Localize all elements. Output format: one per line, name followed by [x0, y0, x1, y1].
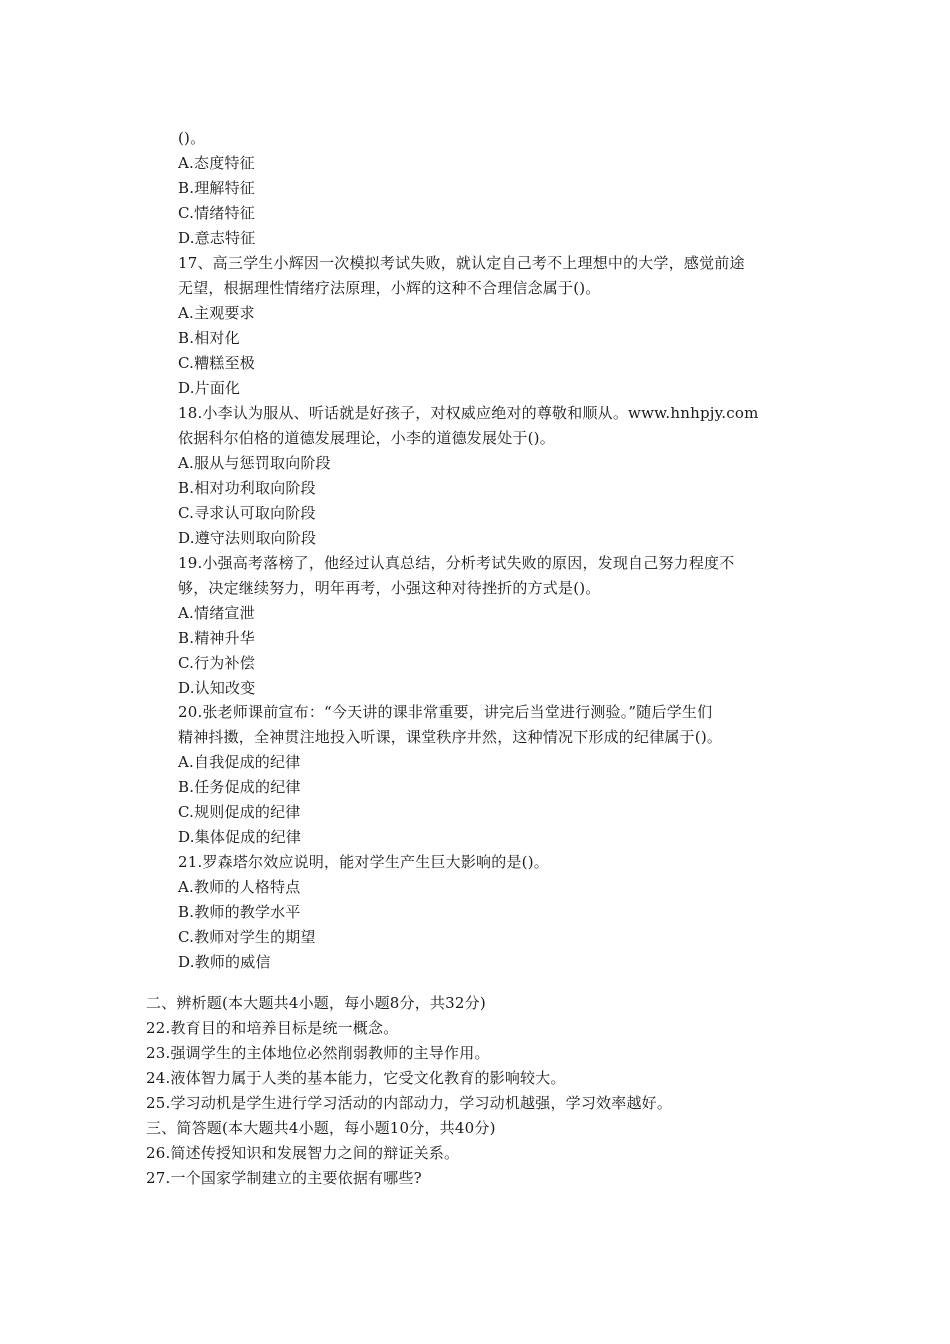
q18-option-c: C.寻求认可取向阶段 — [178, 504, 316, 522]
q16-option-c: C.情绪特征 — [178, 204, 255, 222]
q20-option-a: A.自我促成的纪律 — [178, 753, 301, 771]
q22-item: 22.教育目的和培养目标是统一概念。 — [146, 1019, 399, 1037]
q17-option-a: A.主观要求 — [178, 304, 255, 322]
q18-stem-line1: 18.小李认为服从、听话就是好孩子，对权威应绝对的尊敬和顺从。www.hnhpjy.com — [178, 404, 759, 422]
q17-stem-line2: 无望，根据理性情绪疗法原理，小辉的这种不合理信念属于()。 — [178, 279, 601, 297]
q20-option-b: B.任务促成的纪律 — [178, 778, 301, 796]
q19-option-b: B.精神升华 — [178, 629, 255, 647]
q21-option-c: C.教师对学生的期望 — [178, 928, 316, 946]
q17-option-c: C.糟糕至极 — [178, 354, 255, 372]
q19-option-a: A.情绪宣泄 — [178, 604, 255, 622]
q20-option-d: D.集体促成的纪律 — [178, 828, 302, 846]
q18-option-a: A.服从与惩罚取向阶段 — [178, 454, 331, 472]
q18-stem-line2: 依据科尔伯格的道德发展理论，小李的道德发展处于()。 — [178, 429, 555, 447]
q20-stem-line1: 20.张老师课前宣布：“今天讲的课非常重要，讲完后当堂进行测验。”随后学生们 — [178, 703, 713, 721]
q24-item: 24.液体智力属于人类的基本能力，它受文化教育的影响较大。 — [146, 1069, 566, 1087]
section2-heading: 二、辨析题(本大题共4小题，每小题8分，共32分) — [146, 994, 486, 1012]
q17-option-d: D.片面化 — [178, 379, 241, 397]
q17-stem-line1: 17、高三学生小辉因一次模拟考试失败，就认定自己考不上理想中的大学，感觉前途 — [178, 254, 745, 272]
q25-item: 25.学习动机是学生进行学习活动的内部动力，学习动机越强，学习效率越好。 — [146, 1094, 673, 1112]
q16-option-a: A.态度特征 — [178, 154, 255, 172]
q21-option-b: B.教师的教学水平 — [178, 903, 301, 921]
q20-stem-line2: 精神抖擞，全神贯注地投入听课，课堂秩序井然，这种情况下形成的纪律属于()。 — [178, 728, 723, 746]
q20-option-c: C.规则促成的纪律 — [178, 803, 301, 821]
q16-option-d: D.意志特征 — [178, 229, 256, 247]
q18-option-b: B.相对功利取向阶段 — [178, 479, 316, 497]
q19-option-c: C.行为补偿 — [178, 654, 255, 672]
q21-stem: 21.罗森塔尔效应说明，能对学生产生巨大影响的是()。 — [178, 853, 549, 871]
q16-option-b: B.理解特征 — [178, 179, 255, 197]
q19-stem-line2: 够，决定继续努力，明年再考，小强这种对待挫折的方式是()。 — [178, 579, 601, 597]
q19-option-d: D.认知改变 — [178, 679, 256, 697]
q18-option-d: D.遵守法则取向阶段 — [178, 529, 317, 547]
q19-stem-line1: 19.小强高考落榜了，他经过认真总结，分析考试失败的原因，发现自己努力程度不 — [178, 554, 735, 572]
q21-option-d: D.教师的威信 — [178, 953, 271, 971]
q27-item: 27.一个国家学制建立的主要依据有哪些? — [146, 1169, 422, 1187]
section3-heading: 三、简答题(本大题共4小题，每小题10分，共40分) — [146, 1119, 496, 1137]
q17-option-b: B.相对化 — [178, 329, 240, 347]
q16-stem-tail: ()。 — [178, 129, 206, 147]
q23-item: 23.强调学生的主体地位必然削弱教师的主导作用。 — [146, 1044, 490, 1062]
q26-item: 26.简述传授知识和发展智力之间的辩证关系。 — [146, 1144, 460, 1162]
q21-option-a: A.教师的人格特点 — [178, 878, 301, 896]
